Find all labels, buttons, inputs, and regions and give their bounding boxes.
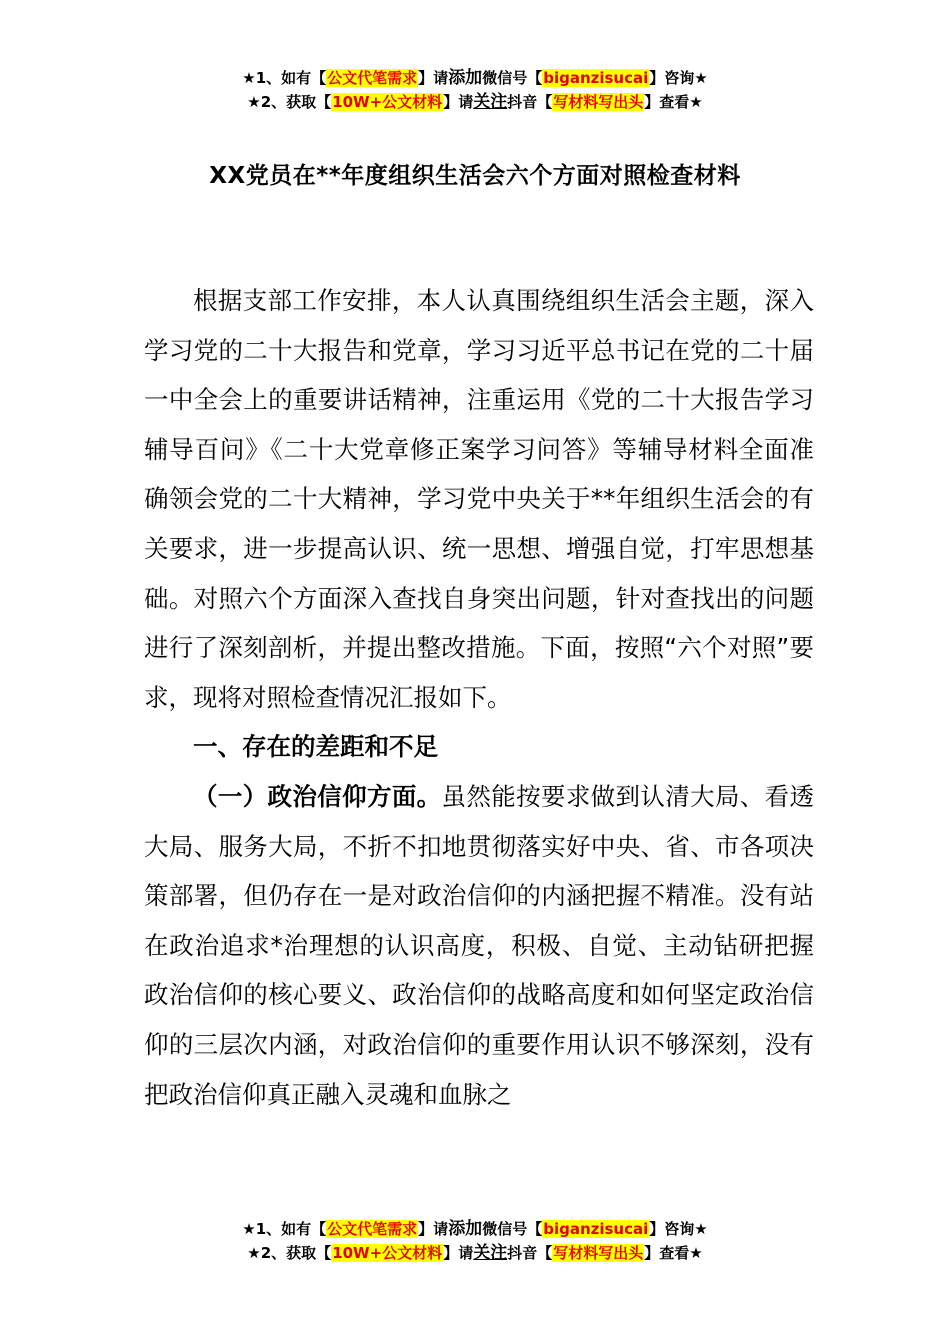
highlight-writing-service: 公文代笔需求: [327, 69, 418, 87]
banner-line-1: ★1、如有【公文代笔需求】请添加微信号【biganzisucai】咨询★: [242, 68, 708, 88]
document-body: [144, 276, 814, 1119]
highlight-materials: 10W+公文材料: [332, 1244, 443, 1262]
banner-line-1: ★1、如有【公文代笔需求】请添加微信号【biganzisucai】咨询★: [242, 1219, 708, 1239]
top-banner: [0, 66, 950, 114]
intro-paragraph: 根据支部工作安排，本人认真围绕组织生活会主题，深入学习党的二十大报告和党章，学习习近平总书记在党的二十届一中全会上的重要讲话精神，注重运用《党的二十大报告学习辅导百问》《二十大党章修正案学习问答》等辅导材料全面准确领会党的二十大精神，学习党中央关于**年组织生活会的有关要求，进一步提高认识、统一思想、增强自觉，打牢思想基础。对照六个方面深入查找自身突出问题，针对查找出的问题进行了深刻剖析，并提出整改措施。下面，按照“六个对照”要求，现将对照检查情况汇报如下。: [144, 286, 814, 712]
highlight-wechat-id: biganzisucai: [543, 1220, 649, 1238]
highlight-douyin-account: 写材料写出头: [553, 93, 644, 111]
banner-line-2: ★2、获取【10W+公文材料】请关注抖音【写材料写出头】查看★: [247, 1243, 703, 1263]
document-title: XX党员在**年度组织生活会六个方面对照检查材料: [209, 163, 741, 189]
highlight-douyin-account: 写材料写出头: [553, 1244, 644, 1262]
subsection-paragraph: [144, 772, 814, 1119]
bottom-banner: [0, 1217, 950, 1265]
section-heading: 一、存在的差距和不足: [193, 732, 438, 762]
subsection-text: 虽然能按要求做到认清大局、看透大局、服务大局，不折不扣地贯彻落实好中央、省、市各项决策部署，但仍存在一是对政治信仰的内涵把握不精准。没有站在政治追求*治理想的认识高度，积极、自觉、主动钻研把握政治信仰的核心要义、政治信仰的战略高度和如何坚定政治信仰的三层次内涵，对政治信仰的重要作用认识不够深刻，没有把政治信仰真正融入灵魂和血脉之: [144, 781, 815, 1109]
banner-line-2: ★2、获取【10W+公文材料】请关注抖音【写材料写出头】查看★: [247, 92, 703, 112]
subsection-label: （一）政治信仰方面。: [193, 781, 442, 811]
highlight-writing-service: 公文代笔需求: [327, 1220, 418, 1238]
highlight-wechat-id: biganzisucai: [543, 69, 649, 87]
highlight-materials: 10W+公文材料: [332, 93, 443, 111]
